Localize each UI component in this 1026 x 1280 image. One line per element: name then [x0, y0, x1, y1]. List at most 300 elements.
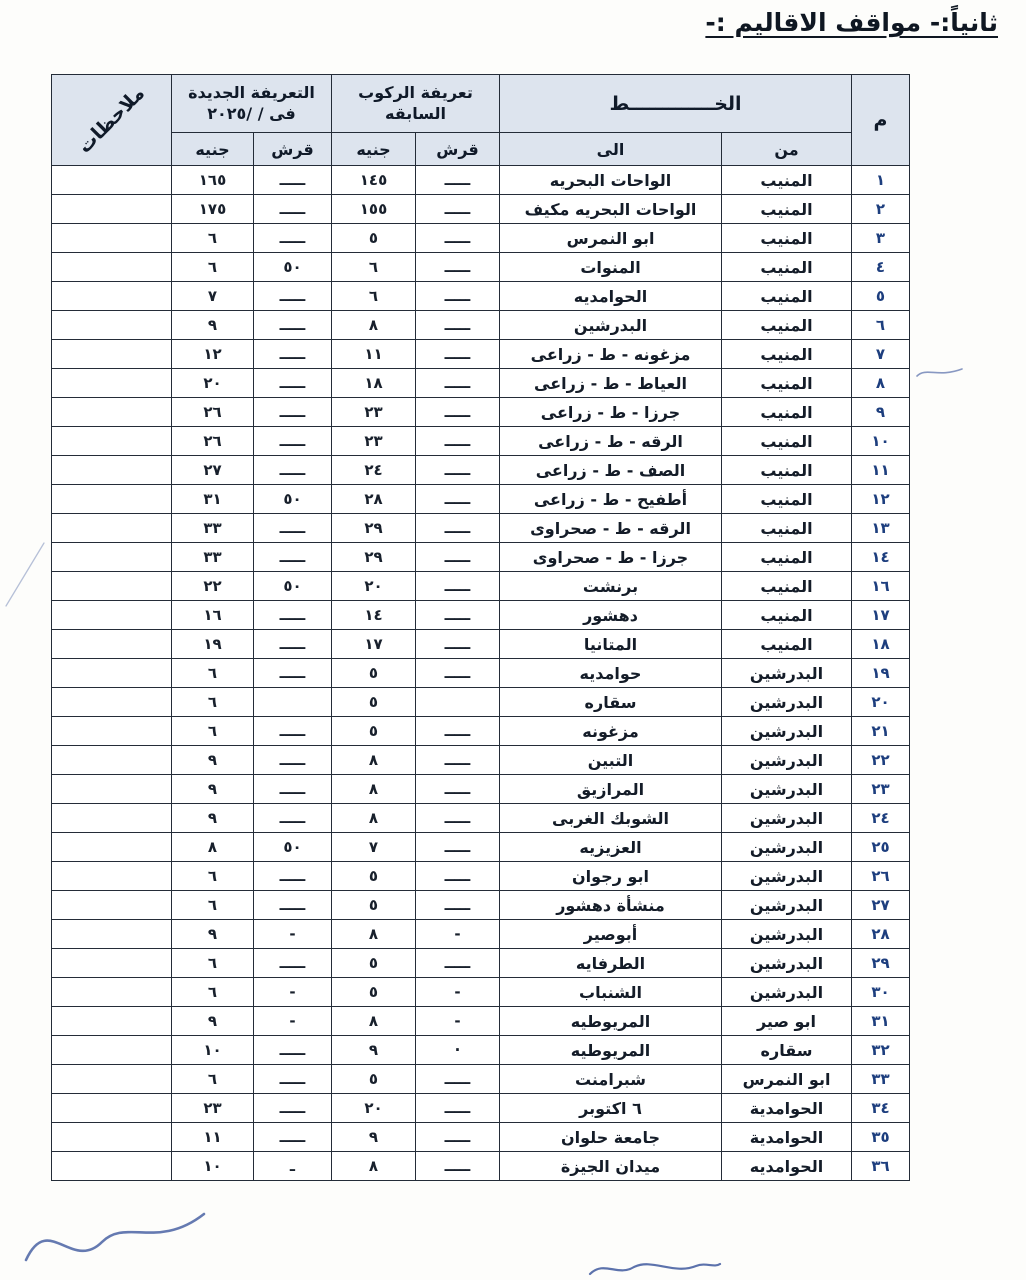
new-pound-cell: ٦ [172, 862, 254, 891]
new-qirsh-cell: ـــــ [254, 514, 332, 543]
pen-mark-right-margin [914, 363, 966, 383]
new-qirsh-cell: - [254, 1007, 332, 1036]
to-cell: المرازيق [500, 775, 722, 804]
table-row [52, 630, 910, 659]
row-number: ١٢ [852, 485, 910, 514]
notes-label: ملاحظات [73, 82, 150, 158]
new-qirsh-cell: ـــــ [254, 224, 332, 253]
notes-cell [52, 920, 172, 949]
new-qirsh-cell: ـــــ [254, 340, 332, 369]
row-number: ٨ [852, 369, 910, 398]
table-row [52, 369, 910, 398]
to-cell: ابو رجوان [500, 862, 722, 891]
prev-pound-cell: ١١ [332, 340, 416, 369]
to-cell: الواحات البحريه [500, 166, 722, 195]
row-number: ٢٦ [852, 862, 910, 891]
new-qirsh-cell: ٥٠ [254, 253, 332, 282]
table-row [52, 659, 910, 688]
to-cell: الشوبك الغربى [500, 804, 722, 833]
row-number: ٢١ [852, 717, 910, 746]
row-number: ٦ [852, 311, 910, 340]
from-cell: المنيب [722, 398, 852, 427]
notes-cell [52, 601, 172, 630]
new-pound-cell: ١٦ [172, 601, 254, 630]
new-pound-cell: ٧ [172, 282, 254, 311]
column-header-notes [52, 75, 172, 166]
from-cell: البدرشين [722, 775, 852, 804]
row-number: ٢ [852, 195, 910, 224]
prev-pound-cell: ٥ [332, 862, 416, 891]
prev-pound-cell: ٨ [332, 746, 416, 775]
notes-cell [52, 630, 172, 659]
prev-qirsh-cell: ـــــ [416, 1065, 500, 1094]
notes-cell [52, 427, 172, 456]
to-cell: برنشت [500, 572, 722, 601]
table-row [52, 398, 910, 427]
prev-pound-cell: ٥ [332, 659, 416, 688]
prev-pound-cell: ٥ [332, 224, 416, 253]
row-number: ٢٨ [852, 920, 910, 949]
table-row [52, 1123, 910, 1152]
new-pound-cell: ٦ [172, 1065, 254, 1094]
from-cell: المنيب [722, 630, 852, 659]
notes-cell [52, 456, 172, 485]
row-number: ٣٠ [852, 978, 910, 1007]
prev-qirsh-cell: - [416, 1007, 500, 1036]
prev-qirsh-cell: ـــــ [416, 369, 500, 398]
new-pound-cell: ٢٣ [172, 1094, 254, 1123]
from-cell: المنيب [722, 543, 852, 572]
from-cell: البدرشين [722, 949, 852, 978]
new-qirsh-cell: ـــــ [254, 717, 332, 746]
prev-pound-cell: ٨ [332, 804, 416, 833]
prev-pound-cell: ٢٤ [332, 456, 416, 485]
new-pound-cell: ٦ [172, 891, 254, 920]
prev-pound-cell: ١٥٥ [332, 195, 416, 224]
prev-pound-cell: ٨ [332, 1007, 416, 1036]
from-cell: المنيب [722, 427, 852, 456]
new-pound-cell: ٨ [172, 833, 254, 862]
prev-pound-cell: ١٧ [332, 630, 416, 659]
prev-pound-cell: ٨ [332, 311, 416, 340]
table-row [52, 746, 910, 775]
table-row [52, 920, 910, 949]
table-row [52, 804, 910, 833]
prev-pound-cell: ٥ [332, 978, 416, 1007]
prev-qirsh-cell: ـــــ [416, 1152, 500, 1181]
prev-pound-cell: ٥ [332, 717, 416, 746]
prev-pound-cell: ٨ [332, 920, 416, 949]
new-pound-cell: ٩ [172, 746, 254, 775]
notes-cell [52, 862, 172, 891]
new-pound-cell: ٢٧ [172, 456, 254, 485]
row-number: ١٧ [852, 601, 910, 630]
from-cell: المنيب [722, 369, 852, 398]
to-cell: أطفيح - ط - زراعى [500, 485, 722, 514]
table-row [52, 1007, 910, 1036]
notes-cell [52, 398, 172, 427]
to-cell: مزغونه [500, 717, 722, 746]
new-tariff-line1: التعريفة الجديدة [188, 82, 315, 102]
from-cell: البدرشين [722, 862, 852, 891]
notes-cell [52, 659, 172, 688]
from-cell: المنيب [722, 456, 852, 485]
new-pound-cell: ٣٣ [172, 514, 254, 543]
new-pound-cell: ٦ [172, 949, 254, 978]
new-pound-cell: ٣٣ [172, 543, 254, 572]
prev-pound-cell: ٧ [332, 833, 416, 862]
from-cell: البدرشين [722, 717, 852, 746]
prev-qirsh-cell: ـــــ [416, 862, 500, 891]
prev-pound-cell: ٢٠ [332, 1094, 416, 1123]
from-cell: ابو صير [722, 1007, 852, 1036]
prev-qirsh-cell: - [416, 920, 500, 949]
prev-qirsh-cell: ـــــ [416, 253, 500, 282]
to-cell: دهشور [500, 601, 722, 630]
new-qirsh-cell: ـــــ [254, 891, 332, 920]
new-qirsh-cell: ـــــ [254, 775, 332, 804]
from-cell: الحوامدية [722, 1094, 852, 1123]
new-qirsh-cell: ٥٠ [254, 572, 332, 601]
new-pound-cell: ٦ [172, 688, 254, 717]
table-row [52, 514, 910, 543]
new-pound-cell: ٦ [172, 224, 254, 253]
to-cell: سقاره [500, 688, 722, 717]
pen-scribble-bottom-left [20, 1188, 210, 1276]
table-row [52, 775, 910, 804]
to-cell: الواحات البحريه مكيف [500, 195, 722, 224]
row-number: ١٤ [852, 543, 910, 572]
from-cell: البدرشين [722, 746, 852, 775]
prev-qirsh-cell: ـــــ [416, 427, 500, 456]
pen-handwriting-bottom-center [584, 1258, 724, 1280]
prev-pound-cell: ٢٣ [332, 427, 416, 456]
new-qirsh-cell: ـــــ [254, 427, 332, 456]
new-qirsh-cell: ـــــ [254, 1036, 332, 1065]
prev-qirsh-cell: ـــــ [416, 949, 500, 978]
new-qirsh-cell: ـــــ [254, 659, 332, 688]
new-qirsh-cell: ـــــ [254, 862, 332, 891]
new-qirsh-cell: ـــــ [254, 195, 332, 224]
from-cell: الحوامدية [722, 1123, 852, 1152]
notes-cell [52, 514, 172, 543]
new-pound-cell: ١١ [172, 1123, 254, 1152]
prev-qirsh-cell: ـــــ [416, 485, 500, 514]
notes-cell [52, 833, 172, 862]
new-qirsh-cell: ـــــ [254, 311, 332, 340]
new-pound-cell: ٣١ [172, 485, 254, 514]
new-pound-cell: ١٠ [172, 1152, 254, 1181]
notes-cell [52, 311, 172, 340]
prev-pound-cell: ٥ [332, 688, 416, 717]
to-cell: العياط - ط - زراعى [500, 369, 722, 398]
faint-line-left-margin [0, 540, 48, 612]
prev-qirsh-cell: ـــــ [416, 224, 500, 253]
prev-pound-cell: ٦ [332, 282, 416, 311]
new-qirsh-cell: ـــــ [254, 369, 332, 398]
prev-pound-cell: ٢٨ [332, 485, 416, 514]
notes-cell [52, 543, 172, 572]
prev-qirsh-cell: ـــــ [416, 514, 500, 543]
notes-cell [52, 369, 172, 398]
row-number: ٣٢ [852, 1036, 910, 1065]
prev-pound-cell: ٦ [332, 253, 416, 282]
new-pound-cell: ٦ [172, 978, 254, 1007]
table-row [52, 1152, 910, 1181]
prev-qirsh-cell: ـــــ [416, 717, 500, 746]
to-cell: المتانيا [500, 630, 722, 659]
notes-cell [52, 949, 172, 978]
new-qirsh-cell: ـــــ [254, 804, 332, 833]
row-number: ٣٤ [852, 1094, 910, 1123]
notes-cell [52, 978, 172, 1007]
prev-qirsh-cell: ـــــ [416, 572, 500, 601]
row-number: ٤ [852, 253, 910, 282]
prev-qirsh-cell: ـــــ [416, 1094, 500, 1123]
new-qirsh-cell: - [254, 978, 332, 1007]
row-number: ١٠ [852, 427, 910, 456]
from-cell: المنيب [722, 601, 852, 630]
previous-tariff-line2: السابقه [384, 103, 446, 123]
table-row [52, 978, 910, 1007]
row-number: ١١ [852, 456, 910, 485]
to-cell: المريوطيه [500, 1007, 722, 1036]
from-cell: سقاره [722, 1036, 852, 1065]
new-qirsh-cell: - [254, 920, 332, 949]
prev-qirsh-cell: ـــــ [416, 746, 500, 775]
prev-qirsh-cell: ـــــ [416, 340, 500, 369]
from-cell: ابو النمرس [722, 1065, 852, 1094]
notes-cell [52, 717, 172, 746]
to-cell: منشأة دهشور [500, 891, 722, 920]
new-pound-cell: ١٧٥ [172, 195, 254, 224]
notes-cell [52, 253, 172, 282]
new-qirsh-cell: ـــــ [254, 282, 332, 311]
column-header-previous-tariff [332, 75, 500, 133]
new-pound-cell: ١٩ [172, 630, 254, 659]
notes-cell [52, 485, 172, 514]
new-qirsh-cell: ٥٠ [254, 485, 332, 514]
table-row [52, 340, 910, 369]
new-qirsh-cell: ـــــ [254, 166, 332, 195]
to-cell: الحوامديه [500, 282, 722, 311]
notes-cell [52, 1036, 172, 1065]
new-pound-cell: ١٠ [172, 1036, 254, 1065]
to-cell: الطرفايه [500, 949, 722, 978]
prev-qirsh-cell: ـــــ [416, 601, 500, 630]
prev-qirsh-cell: ـــــ [416, 804, 500, 833]
new-qirsh-cell [254, 688, 332, 717]
from-cell: المنيب [722, 340, 852, 369]
row-number: ١ [852, 166, 910, 195]
table-row [52, 427, 910, 456]
previous-tariff-line1: تعريفة الركوب [358, 82, 473, 102]
prev-pound-cell: ٢٩ [332, 543, 416, 572]
from-cell: المنيب [722, 282, 852, 311]
row-number: ٢٩ [852, 949, 910, 978]
from-cell: المنيب [722, 253, 852, 282]
new-qirsh-cell: ـــــ [254, 456, 332, 485]
table-row [52, 224, 910, 253]
new-pound-cell: ٢٦ [172, 398, 254, 427]
to-cell: البدرشين [500, 311, 722, 340]
notes-cell [52, 775, 172, 804]
row-number: ٢٠ [852, 688, 910, 717]
to-cell: ٦ اكتوبر [500, 1094, 722, 1123]
row-number: ٩ [852, 398, 910, 427]
from-cell: المنيب [722, 224, 852, 253]
table-row [52, 862, 910, 891]
prev-qirsh-cell: ـــــ [416, 1123, 500, 1152]
fare-table-body [52, 166, 910, 1181]
prev-qirsh-cell: ـــــ [416, 282, 500, 311]
to-cell: التبين [500, 746, 722, 775]
from-cell: المنيب [722, 166, 852, 195]
prev-qirsh-cell: ـــــ [416, 775, 500, 804]
table-row [52, 688, 910, 717]
prev-pound-cell: ١٤ [332, 601, 416, 630]
row-number: ١٩ [852, 659, 910, 688]
from-cell: الحوامديه [722, 1152, 852, 1181]
new-qirsh-cell: ـــــ [254, 398, 332, 427]
prev-qirsh-cell: ـــــ [416, 630, 500, 659]
row-number: ١٨ [852, 630, 910, 659]
new-pound-cell: ٦ [172, 717, 254, 746]
column-header-qirsh-previous: قرش [416, 133, 500, 166]
notes-cell [52, 804, 172, 833]
prev-pound-cell: ٢٣ [332, 398, 416, 427]
from-cell: البدرشين [722, 688, 852, 717]
notes-cell [52, 1007, 172, 1036]
from-cell: البدرشين [722, 659, 852, 688]
from-cell: البدرشين [722, 920, 852, 949]
to-cell: الشنباب [500, 978, 722, 1007]
table-row [52, 1094, 910, 1123]
prev-qirsh-cell [416, 688, 500, 717]
notes-cell [52, 1123, 172, 1152]
new-qirsh-cell: ـ [254, 1152, 332, 1181]
from-cell: المنيب [722, 572, 852, 601]
notes-cell [52, 195, 172, 224]
new-qirsh-cell: ـــــ [254, 1123, 332, 1152]
row-number: ٣١ [852, 1007, 910, 1036]
new-pound-cell: ٢٢ [172, 572, 254, 601]
prev-qirsh-cell: ـــــ [416, 166, 500, 195]
row-number: ٢٤ [852, 804, 910, 833]
column-header-pound-new: جنيه [172, 133, 254, 166]
prev-qirsh-cell: ـــــ [416, 543, 500, 572]
table-row [52, 891, 910, 920]
to-cell: الصف - ط - زراعى [500, 456, 722, 485]
notes-cell [52, 166, 172, 195]
from-cell: البدرشين [722, 833, 852, 862]
table-row [52, 949, 910, 978]
fare-table [51, 74, 910, 1181]
table-row [52, 311, 910, 340]
notes-cell [52, 572, 172, 601]
table-row [52, 253, 910, 282]
row-number: ١٦ [852, 572, 910, 601]
prev-pound-cell: ٩ [332, 1036, 416, 1065]
to-cell: العزيزيه [500, 833, 722, 862]
prev-pound-cell: ١٤٥ [332, 166, 416, 195]
new-pound-cell: ٩ [172, 311, 254, 340]
column-header-qirsh-new: قرش [254, 133, 332, 166]
table-row [52, 717, 910, 746]
prev-pound-cell: ١٨ [332, 369, 416, 398]
to-cell: ابو النمرس [500, 224, 722, 253]
prev-qirsh-cell: ـــــ [416, 311, 500, 340]
from-cell: المنيب [722, 514, 852, 543]
page-title: ثانياً:- مواقف الاقاليم :- [705, 8, 998, 37]
new-tariff-line2: فى / /٢٠٢٥ [207, 103, 296, 123]
table-row [52, 456, 910, 485]
new-pound-cell: ٩ [172, 804, 254, 833]
new-pound-cell: ٩ [172, 775, 254, 804]
prev-pound-cell: ٨ [332, 1152, 416, 1181]
column-header-from: من [722, 133, 852, 166]
prev-pound-cell: ٥ [332, 949, 416, 978]
from-cell: المنيب [722, 195, 852, 224]
prev-qirsh-cell: ـــــ [416, 456, 500, 485]
row-number: ٥ [852, 282, 910, 311]
prev-qirsh-cell: - [416, 978, 500, 1007]
new-pound-cell: ٩ [172, 920, 254, 949]
row-number: ٧ [852, 340, 910, 369]
table-row [52, 282, 910, 311]
to-cell: ميدان الجيزة [500, 1152, 722, 1181]
column-header-serial: م [852, 75, 910, 166]
new-pound-cell: ٢٠ [172, 369, 254, 398]
new-pound-cell: ٢٦ [172, 427, 254, 456]
table-header [52, 75, 910, 166]
prev-qirsh-cell: ـــــ [416, 195, 500, 224]
notes-cell [52, 282, 172, 311]
to-cell: جامعة حلوان [500, 1123, 722, 1152]
new-qirsh-cell: ـــــ [254, 630, 332, 659]
table-row [52, 833, 910, 862]
table-row [52, 572, 910, 601]
to-cell: حوامديه [500, 659, 722, 688]
to-cell: مزغونه - ط - زراعى [500, 340, 722, 369]
new-pound-cell: ٦ [172, 659, 254, 688]
table-row [52, 601, 910, 630]
new-pound-cell: ١٦٥ [172, 166, 254, 195]
from-cell: المنيب [722, 311, 852, 340]
notes-cell [52, 340, 172, 369]
row-number: ٣ [852, 224, 910, 253]
prev-pound-cell: ٢٩ [332, 514, 416, 543]
column-header-new-tariff [172, 75, 332, 133]
new-qirsh-cell: ٥٠ [254, 833, 332, 862]
prev-qirsh-cell: ـــــ [416, 659, 500, 688]
row-number: ٢٣ [852, 775, 910, 804]
to-cell: الرقه - ط - صحراوى [500, 514, 722, 543]
notes-cell [52, 224, 172, 253]
notes-cell [52, 1152, 172, 1181]
table-row [52, 485, 910, 514]
row-number: ٣٦ [852, 1152, 910, 1181]
prev-pound-cell: ٢٠ [332, 572, 416, 601]
notes-cell [52, 1065, 172, 1094]
notes-cell [52, 1094, 172, 1123]
to-cell: جرزا - ط - صحراوى [500, 543, 722, 572]
column-header-line-group: الخـــــــــــــط [500, 75, 852, 133]
table-row [52, 1036, 910, 1065]
new-qirsh-cell: ـــــ [254, 1065, 332, 1094]
from-cell: البدرشين [722, 804, 852, 833]
notes-cell [52, 746, 172, 775]
